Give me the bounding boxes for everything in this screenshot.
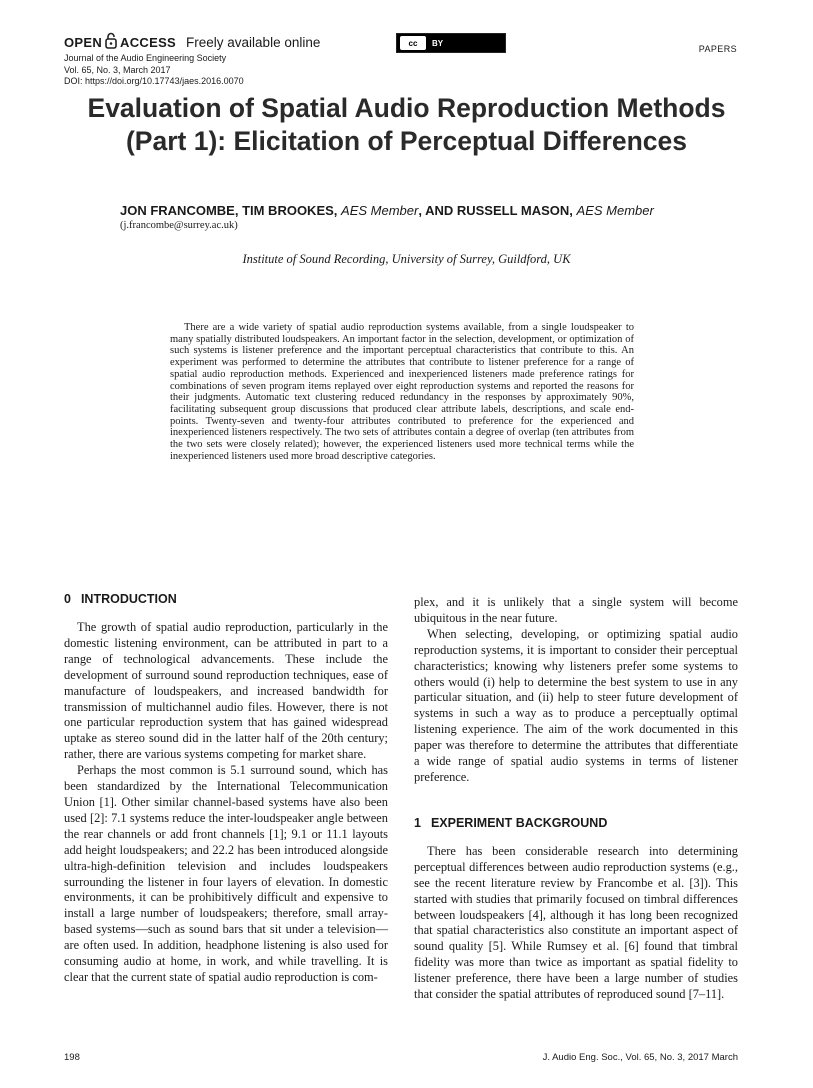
author-3-role: AES Member	[576, 203, 654, 218]
section-number: 0	[64, 592, 71, 606]
author-email[interactable]: (j.francombe@surrey.ac.uk)	[120, 220, 238, 231]
section-heading-introduction	[64, 590, 388, 608]
title-line-1: Evaluation of Spatial Audio Reproduction Methods	[87, 93, 726, 123]
author-list	[120, 203, 654, 218]
author-3: , AND RUSSELL MASON,	[418, 203, 573, 218]
paragraph: There has been considerable research into determining perceptual differences between audio reproduction systems (e.g., see the recent literature review by Francombe et al. [3]). This started with studies that primarily focused on timbral differences between loudspeakers [4], although it has long been recognized that spatial characteristics also constitute an important aspect of sound quality [5]. While Rumsey et al. [6] found that timbral fidelity was more than twice as important as spatial fidelity to listener preference, there have been a large number of studies that consider the spatial attributes of reproduced sound [7–11].	[414, 843, 738, 1002]
paragraph: plex, and it is unlikely that a single system will become ubiquitous in the near future.	[414, 595, 738, 625]
page-number: 198	[64, 1052, 80, 1063]
paragraph: When selecting, developing, or optimizing spatial audio reproduction systems, it is important to consider their perceptual characteristics; knowing why listeners prefer some systems to others would (i) help to determine the best system to use in any particular situation, and (ii) help to steer future development of systems in such a way as to produce a perceptually optimal listening experience. The aim of the work documented in this paper was therefore to determine the attributes that differentiate a wide range of spatial audio systems in terms of listener preference.	[414, 626, 738, 784]
open-access-banner	[64, 32, 320, 52]
paper-title	[40, 92, 773, 158]
abstract: There are a wide variety of spatial audio reproduction systems available, from a single loudspeaker to many spatially distributed loudspeakers. An important factor in the selection, development, or optimization of such systems is listener preference and the important perceptual characteristics that contribute to this. An experiment was performed to determine the attributes that contribute to listener preference for a range of spatial audio reproduction methods. Experienced and inexperienced listeners made preference ratings for combinations of seven program items replayed over eight reproduction systems and reported the reasons for their judgments. Automatic text clustering reduced redundancy in the responses by approximately 90%, facilitating subsequent group discussions that produced clear attribute labels, descriptions, and scale end-points. Twenty-seven and twenty-four attributes contributed to preference for the experienced and inexperienced listeners respectively. The two sets of attributes contain a degree of overlap (ten attributes from the two sets were closely related); however, the experienced listeners used more technical terms while the inexperienced listeners used more broad descriptive categories.	[170, 322, 634, 462]
institution: Institute of Sound Recording, University of Surrey, Guildford, UK	[242, 252, 571, 266]
freely-available-label: Freely available online	[186, 34, 321, 50]
title-line-2: (Part 1): Elicitation of Perceptual Differences	[125, 126, 688, 156]
right-column	[414, 595, 738, 1003]
journal-volume: Vol. 65, No. 3, March 2017	[64, 64, 171, 75]
cc-by-label: BY	[432, 38, 444, 48]
paragraph: Perhaps the most common is 5.1 surround sound, which has been standardized by the International Telecommunication Union [1]. Other similar channel-based systems have also been used [2]: 7.1 systems reduce the inter-loudspeaker angle between the rear channels or add front channels [1]; 9.1 or 11.1 layouts add height loudspeakers; and 22.2 has been introduced alongside ultra-high-definition television and includes loudspeakers surrounding the listener in four layers of elevation. In domestic environments, it can be prohibitively difficult and expensive to install a large number of loudspeakers; therefore, small array-based systems—such as sound bars that sit under a television—are often used. In addition, headphone listening is also used for consuming audio at home, in work, and while travelling. It is clear that the current state of spatial audio reproduction is com-	[64, 763, 388, 984]
cc-logo-icon: cc	[400, 36, 426, 50]
open-label: OPEN	[64, 34, 103, 50]
footer-citation: J. Audio Eng. Soc., Vol. 65, No. 3, 2017 March	[542, 1052, 738, 1063]
author-1: JON FRANCOMBE	[120, 203, 235, 218]
access-label: ACCESS	[120, 34, 177, 50]
journal-name: Journal of the Audio Engineering Society	[64, 53, 227, 63]
author-2: , TIM BROOKES,	[234, 203, 338, 218]
doi-link[interactable]: DOI: https://doi.org/10.17743/jaes.2016.0070	[64, 76, 244, 87]
left-column	[64, 590, 388, 986]
section-title: INTRODUCTION	[80, 592, 177, 606]
section-label: PAPERS	[698, 44, 737, 54]
open-access-lock-icon	[105, 32, 117, 52]
author-2-role: AES Member	[341, 203, 419, 218]
journal-meta	[64, 53, 244, 88]
section-title: EXPERIMENT BACKGROUND	[430, 815, 608, 830]
cc-by-license-badge[interactable]	[396, 33, 506, 53]
section-number: 1	[414, 815, 421, 830]
section-heading-experiment-background	[414, 814, 738, 832]
paragraph: The growth of spatial audio reproduction, particularly in the domestic listening environment, can be attributed in part to a range of technological advancements. These include the development of surround sound reproduction techniques, ease of manufacture of loudspeakers, and increased bandwidth for transmission of multichannel audio files. However, there is not one particular reproduction system that has gained widespread uptake as stereo sound did in the latter half of the 20th century; rather, there are various systems competing for market share.	[64, 620, 388, 762]
